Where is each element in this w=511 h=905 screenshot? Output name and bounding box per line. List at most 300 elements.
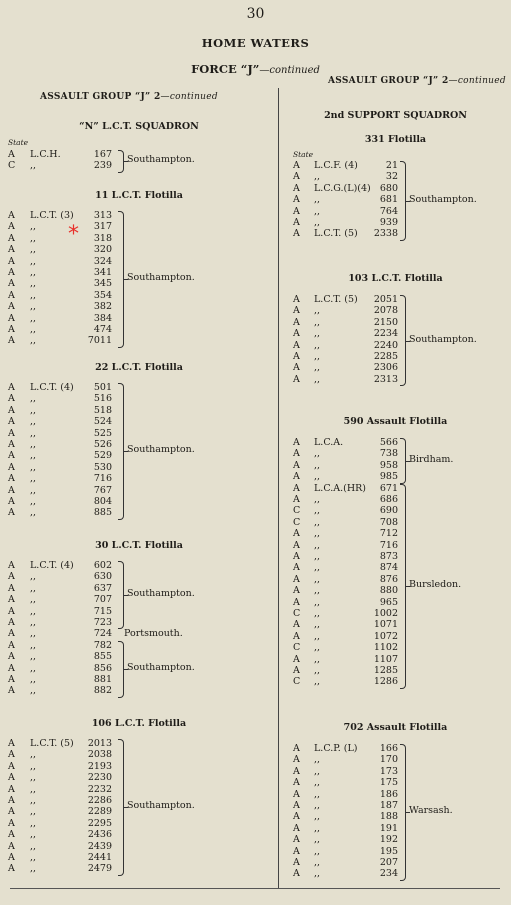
vessel-row <box>0 405 511 416</box>
vessel-number: 715 <box>93 605 112 617</box>
vessel-type: L.C.T. (4) <box>30 382 74 393</box>
vessel-type: ,, <box>314 471 321 483</box>
vessel-state: A <box>293 316 300 328</box>
vessel-number: 873 <box>379 551 398 562</box>
vessel-type: ,, <box>30 160 37 172</box>
vessel-type: ,, <box>30 749 37 761</box>
vessel-number: 2078 <box>373 305 398 317</box>
vessel-type: ,, <box>30 255 37 267</box>
vessel-type: ,, <box>30 817 37 829</box>
vessel-type: L.C.T. (3) <box>30 210 74 221</box>
vessel-number: 474 <box>93 324 112 335</box>
vessel-number: 2441 <box>87 852 112 863</box>
vessel-type: ,, <box>314 551 321 562</box>
vessel-row <box>0 754 511 765</box>
vessel-state: A <box>8 605 15 617</box>
vessel-state: A <box>293 845 300 857</box>
vessel-type: ,, <box>314 676 321 688</box>
vessel-type: L.C.A. <box>314 437 344 448</box>
vessel-number: 738 <box>379 448 398 460</box>
vessel-number: 2038 <box>87 749 112 761</box>
vessel-row <box>0 351 511 362</box>
base-location: Southampton. <box>127 588 195 600</box>
vessel-number: 32 <box>385 171 398 183</box>
vessel-number: 384 <box>93 312 112 324</box>
vessel-row <box>0 160 511 171</box>
right-group-main: ASSAULT GROUP “J” 2 <box>328 76 449 86</box>
vessel-number: 985 <box>379 471 398 483</box>
vessel-state: A <box>293 471 300 483</box>
base-location: Bursledon. <box>409 579 462 591</box>
vessel-number: 724 <box>93 628 112 640</box>
vessel-row <box>0 846 511 857</box>
vessel-row <box>0 743 511 754</box>
vessel-row <box>0 483 511 494</box>
vessel-row <box>0 551 511 562</box>
vessel-type: ,, <box>314 528 321 540</box>
vessel-type: ,, <box>314 608 321 619</box>
vessel-number: 630 <box>93 571 112 583</box>
vessel-number: 2479 <box>87 863 112 875</box>
vessel-type: ,, <box>30 484 37 496</box>
vessel-state: A <box>293 171 300 183</box>
vessel-row <box>0 597 511 608</box>
vessel-state: C <box>293 608 301 619</box>
vessel-state: A <box>293 777 300 789</box>
red-asterisk-annotation: * <box>68 222 79 247</box>
vessel-state: A <box>8 507 15 519</box>
vessel-number: 2193 <box>87 760 112 772</box>
vessel-type: ,, <box>30 772 37 784</box>
vessel-number: 2051 <box>373 294 398 305</box>
vessel-state: A <box>8 852 15 863</box>
vessel-number: 637 <box>93 582 112 594</box>
section-heading: 30 L.C.T. Flotilla <box>95 540 183 551</box>
vessel-state: A <box>293 182 300 194</box>
vessel-type: ,, <box>30 582 37 594</box>
page-title: HOME WATERS <box>201 36 310 50</box>
vessel-row <box>0 305 511 316</box>
vessel-number: 690 <box>379 505 398 517</box>
grouping-brace <box>400 161 406 241</box>
vessel-state: A <box>8 324 15 335</box>
vessel-state: C <box>293 642 301 654</box>
vessel-state: A <box>293 868 300 880</box>
vessel-state: A <box>8 312 15 324</box>
vessel-state: A <box>8 840 15 852</box>
vessel-state: A <box>8 278 15 290</box>
grouping-brace <box>400 744 406 881</box>
vessel-number: 855 <box>93 651 112 663</box>
vessel-type: ,, <box>30 840 37 852</box>
vessel-row <box>0 823 511 834</box>
vessel-state: A <box>293 217 300 228</box>
vessel-number: 764 <box>379 205 398 217</box>
vessel-type: ,, <box>314 800 321 811</box>
vessel-row <box>0 437 511 448</box>
vessel-number: 939 <box>379 217 398 228</box>
vessel-type: L.C.F. (4) <box>314 160 358 171</box>
vessel-number: 876 <box>379 573 398 585</box>
vessel-type: ,, <box>30 267 37 278</box>
section-heading: 331 Flotilla <box>364 134 427 145</box>
base-location: Portsmouth. <box>124 628 183 640</box>
vessel-type: L.C.T. (5) <box>30 738 74 749</box>
vessel-number: 234 <box>379 868 398 880</box>
vessel-number: 671 <box>379 482 398 494</box>
vessel-state: A <box>8 210 15 221</box>
vessel-type: ,, <box>314 194 321 206</box>
vessel-type: ,, <box>30 301 37 313</box>
vessel-state: A <box>8 473 15 485</box>
vessel-state: A <box>8 255 15 267</box>
vessel-state: A <box>293 743 300 754</box>
vessel-state: A <box>293 551 300 562</box>
vessel-number: 602 <box>93 560 112 571</box>
vessel-number: 166 <box>379 743 398 754</box>
vessel-type: ,, <box>314 459 321 471</box>
vessel-number: 2289 <box>87 806 112 818</box>
vessel-state: A <box>8 496 15 507</box>
vessel-state: A <box>8 749 15 761</box>
vessel-number: 2286 <box>87 795 112 806</box>
vessel-state: A <box>293 194 300 206</box>
vessel-type: L.C.T. (5) <box>314 294 358 305</box>
vessel-type: ,, <box>30 806 37 818</box>
vessel-type: ,, <box>30 760 37 772</box>
vessel-state: A <box>293 160 300 171</box>
vessel-number: 382 <box>93 301 112 313</box>
section-heading: “N” L.C.T. SQUADRON <box>79 121 199 132</box>
vessel-state: A <box>293 362 300 374</box>
vessel-row <box>0 256 511 267</box>
vessel-type: ,, <box>314 328 321 340</box>
vessel-number: 1002 <box>373 608 398 619</box>
vessel-state: A <box>8 461 15 473</box>
vessel-type: ,, <box>30 439 37 450</box>
grouping-brace <box>400 484 406 689</box>
vessel-number: 880 <box>379 585 398 597</box>
vessel-number: 2013 <box>87 738 112 749</box>
vessel-number: 324 <box>93 255 112 267</box>
vessel-state: A <box>293 596 300 608</box>
vessel-state: A <box>293 351 300 362</box>
vessel-number: 188 <box>379 811 398 823</box>
vessel-type: L.C.G.(L)(4) <box>314 182 371 194</box>
vessel-state: A <box>8 806 15 818</box>
base-location: Southampton. <box>409 333 477 345</box>
vessel-type: ,, <box>314 171 321 183</box>
vessel-type: ,, <box>314 857 321 868</box>
vessel-row <box>0 171 511 182</box>
vessel-type: ,, <box>30 685 37 697</box>
state-column-label: State <box>293 150 314 159</box>
vessel-number: 2230 <box>87 772 112 784</box>
section-heading: 103 L.C.T. Flotilla <box>348 273 443 284</box>
vessel-state: A <box>8 450 15 462</box>
vessel-type: ,, <box>314 505 321 517</box>
vessel-number: 2436 <box>87 829 112 841</box>
vessel-row <box>0 619 511 630</box>
vessel-type: ,, <box>30 278 37 290</box>
vessel-number: 1072 <box>373 630 398 642</box>
vessel-state: A <box>293 653 300 665</box>
vessel-type: ,, <box>30 571 37 583</box>
vessel-state: A <box>8 560 15 571</box>
vessel-row <box>0 834 511 845</box>
section-heading: 22 L.C.T. Flotilla <box>95 362 183 373</box>
vessel-number: 191 <box>379 822 398 834</box>
vessel-state: A <box>8 651 15 663</box>
vessel-state: A <box>8 685 15 697</box>
vessel-row <box>0 540 511 551</box>
base-location: Southampton. <box>127 662 195 674</box>
vessel-state: A <box>293 765 300 777</box>
vessel-number: 501 <box>93 382 112 393</box>
base-location: Southampton. <box>127 272 195 284</box>
vessel-type: ,, <box>314 539 321 551</box>
vessel-type: L.C.T. (4) <box>30 560 74 571</box>
vessel-row <box>0 374 511 385</box>
force-heading <box>0 62 511 76</box>
vessel-number: 2240 <box>373 339 398 351</box>
vessel-state: A <box>8 244 15 256</box>
section-heading: 702 Assault Flotilla <box>343 722 448 733</box>
vessel-type: ,, <box>314 788 321 800</box>
vessel-type: ,, <box>30 674 37 685</box>
vessel-state: A <box>293 573 300 585</box>
vessel-state: A <box>8 335 15 347</box>
vessel-number: 2295 <box>87 817 112 829</box>
vessel-type: ,, <box>314 822 321 834</box>
vessel-state: C <box>293 516 301 528</box>
vessel-type: ,, <box>314 834 321 846</box>
vessel-number: 566 <box>379 437 398 448</box>
vessel-number: 767 <box>93 484 112 496</box>
vessel-type: ,, <box>30 473 37 485</box>
vessel-row <box>0 562 511 573</box>
vessel-state: C <box>293 676 301 688</box>
vessel-number: 186 <box>379 788 398 800</box>
section-heading: 106 L.C.T. Flotilla <box>91 718 187 729</box>
vessel-type: ,, <box>314 316 321 328</box>
vessel-state: A <box>293 619 300 631</box>
vessel-state: A <box>8 760 15 772</box>
vessel-number: 187 <box>379 800 398 811</box>
vessel-state: A <box>8 829 15 841</box>
vessel-number: 1285 <box>373 665 398 676</box>
vessel-row <box>0 494 511 505</box>
vessel-number: 782 <box>93 639 112 651</box>
section-heading: 11 L.C.T. Flotilla <box>95 190 183 201</box>
bottom-rule <box>10 888 500 889</box>
vessel-type: ,, <box>314 351 321 362</box>
vessel-type: ,, <box>314 373 321 385</box>
vessel-type: ,, <box>30 289 37 301</box>
vessel-state: A <box>8 617 15 628</box>
vessel-type: ,, <box>314 777 321 789</box>
vessel-number: 856 <box>93 662 112 674</box>
vessel-state: A <box>8 301 15 313</box>
vessel-state: A <box>8 416 15 428</box>
vessel-type: L.C.T. (5) <box>314 228 358 240</box>
vessel-type: ,, <box>30 324 37 335</box>
vessel-type: ,, <box>30 335 37 347</box>
left-group-main: ASSAULT GROUP “J” 2 <box>40 92 161 102</box>
vessel-number: 530 <box>93 461 112 473</box>
vessel-type: ,, <box>30 651 37 663</box>
vessel-type: ,, <box>30 795 37 806</box>
vessel-row <box>0 631 511 642</box>
vessel-number: 170 <box>379 754 398 766</box>
vessel-row <box>0 789 511 800</box>
vessel-type: ,, <box>30 594 37 606</box>
vessel-number: 167 <box>93 149 112 160</box>
vessel-type: ,, <box>314 217 321 228</box>
vessel-type: L.C.H. <box>30 149 61 160</box>
vessel-state: A <box>8 674 15 685</box>
base-location: Southampton. <box>127 154 195 166</box>
vessel-number: 529 <box>93 450 112 462</box>
vessel-state: C <box>8 160 16 172</box>
vessel-type: ,, <box>30 496 37 507</box>
vessel-state: A <box>8 149 15 160</box>
vessel-number: 313 <box>93 210 112 221</box>
vessel-state: A <box>293 665 300 676</box>
vessel-number: 239 <box>93 160 112 172</box>
vessel-number: 1102 <box>373 642 398 654</box>
vessel-state: A <box>293 562 300 574</box>
left-group-heading <box>40 92 218 102</box>
vessel-row <box>0 857 511 868</box>
vessel-state: A <box>8 439 15 450</box>
vessel-row <box>0 676 511 687</box>
vessel-type: ,, <box>30 507 37 519</box>
vessel-state: A <box>8 639 15 651</box>
vessel-type: ,, <box>314 642 321 654</box>
vessel-type: ,, <box>30 863 37 875</box>
vessel-number: 686 <box>379 494 398 505</box>
vessel-number: 354 <box>93 289 112 301</box>
vessel-row <box>0 868 511 879</box>
vessel-number: 958 <box>379 459 398 471</box>
force-suffix: —continued <box>259 65 320 76</box>
vessel-state: A <box>8 221 15 233</box>
vessel-number: 680 <box>379 182 398 194</box>
vessel-state: A <box>293 494 300 505</box>
vessel-state: A <box>8 484 15 496</box>
vessel-row <box>0 505 511 519</box>
vessel-state: A <box>8 232 15 244</box>
vessel-type: ,, <box>30 427 37 439</box>
vessel-number: 1286 <box>373 676 398 688</box>
vessel-state: C <box>293 505 301 517</box>
vessel-number: 320 <box>93 244 112 256</box>
vessel-row <box>0 528 511 539</box>
vessel-row <box>0 654 511 665</box>
vessel-type: ,, <box>30 628 37 640</box>
vessel-state: A <box>293 630 300 642</box>
vessel-state: A <box>8 795 15 806</box>
vessel-number: 173 <box>379 765 398 777</box>
vessel-state: A <box>8 783 15 795</box>
vessel-state: A <box>8 817 15 829</box>
vessel-state: A <box>293 339 300 351</box>
vessel-row <box>0 605 511 619</box>
vessel-number: 207 <box>379 857 398 868</box>
vessel-type: L.C.A.(HR) <box>314 482 367 494</box>
vessel-type: ,, <box>314 845 321 857</box>
vessel-number: 2150 <box>373 316 398 328</box>
vessel-state: A <box>293 373 300 385</box>
vessel-state: A <box>293 800 300 811</box>
vessel-number: 341 <box>93 267 112 278</box>
vessel-type: ,, <box>314 868 321 880</box>
vessel-number: 2338 <box>373 228 398 240</box>
force-main: FORCE “J” <box>191 62 260 76</box>
vessel-number: 516 <box>93 393 112 405</box>
vessel-state: A <box>8 772 15 784</box>
vessel-number: 723 <box>93 617 112 628</box>
vessel-number: 2232 <box>87 783 112 795</box>
vessel-number: 965 <box>379 596 398 608</box>
vessel-number: 716 <box>379 539 398 551</box>
vessel-type: ,, <box>30 617 37 628</box>
vessel-state: A <box>293 811 300 823</box>
vessel-type: ,, <box>314 619 321 631</box>
vessel-type: ,, <box>314 562 321 574</box>
vessel-type: ,, <box>30 312 37 324</box>
vessel-state: A <box>293 482 300 494</box>
vessel-state: A <box>293 437 300 448</box>
vessel-number: 874 <box>379 562 398 574</box>
vessel-state: A <box>293 834 300 846</box>
vessel-number: 885 <box>93 507 112 519</box>
vessel-type: ,, <box>30 450 37 462</box>
vessel-type: ,, <box>314 339 321 351</box>
vessel-type: ,, <box>314 630 321 642</box>
vessel-type: ,, <box>30 829 37 841</box>
vessel-number: 1071 <box>373 619 398 631</box>
vessel-type: ,, <box>30 783 37 795</box>
vessel-state: A <box>293 528 300 540</box>
vessel-type: ,, <box>30 221 37 233</box>
vessel-type: ,, <box>30 416 37 428</box>
vessel-type: ,, <box>314 596 321 608</box>
state-column-label: State <box>8 138 29 147</box>
vessel-number: 524 <box>93 416 112 428</box>
vessel-type: ,, <box>314 811 321 823</box>
vessel-row <box>0 517 511 528</box>
vessel-state: A <box>8 404 15 416</box>
vessel-number: 318 <box>93 232 112 244</box>
vessel-number: 708 <box>379 516 398 528</box>
vessel-number: 21 <box>385 160 398 171</box>
vessel-state: A <box>8 594 15 606</box>
vessel-type: ,, <box>30 852 37 863</box>
vessel-number: 345 <box>93 278 112 290</box>
vessel-row <box>0 777 511 788</box>
vessel-state: A <box>293 328 300 340</box>
vessel-state: A <box>293 539 300 551</box>
vessel-number: 525 <box>93 427 112 439</box>
vessel-state: A <box>293 459 300 471</box>
grouping-brace <box>400 295 406 386</box>
vessel-number: 192 <box>379 834 398 846</box>
vessel-number: 681 <box>379 194 398 206</box>
base-location: Southampton. <box>127 444 195 456</box>
vessel-number: 712 <box>379 528 398 540</box>
